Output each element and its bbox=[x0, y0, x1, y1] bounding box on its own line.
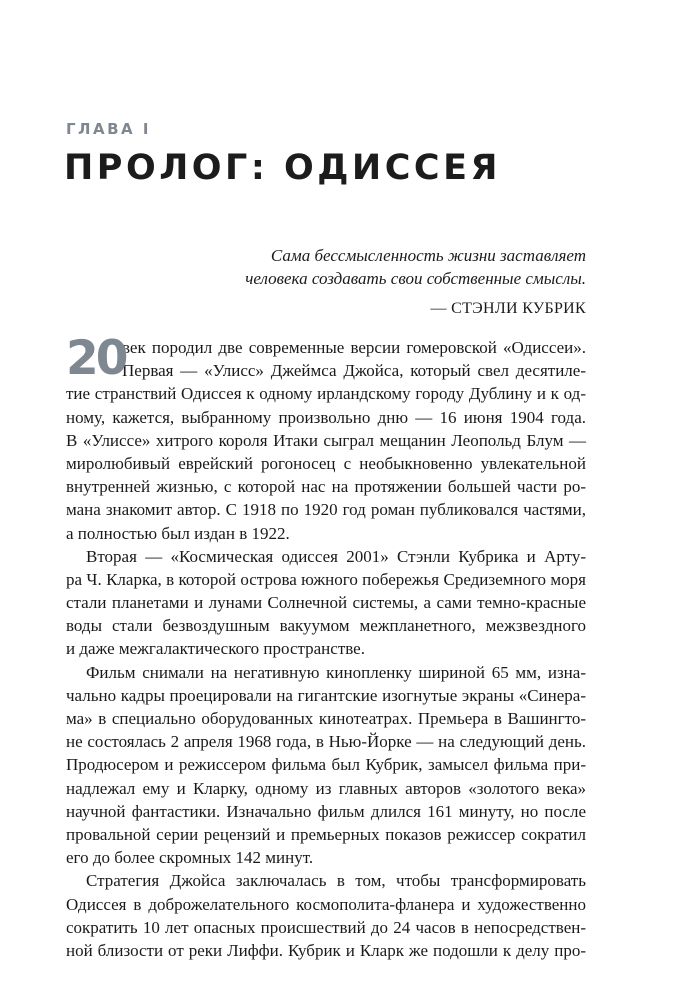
text-line: ной близости от реки Лиффи. Кубрик и Кларк же подошли к делу про- bbox=[66, 940, 586, 960]
text-line: ра Ч. Кларка, в которой острова южного побережья Средиземного моря bbox=[66, 569, 586, 589]
text-line: тие странствий Одиссея к одному ирландскому городу Дублину и к од- bbox=[66, 384, 586, 404]
text-line: воды стали безвоздушным вакуумом межпланетного, межзвездного bbox=[66, 616, 586, 636]
text-line: внутренней жизнью, с которой нас на протяжении большей части ро- bbox=[66, 477, 586, 497]
epigraph-line: человека создавать свои собственные смыслы. bbox=[245, 269, 586, 288]
text-line: надлежал ему и Кларку, одному из главных авторов «золотого века» bbox=[66, 778, 586, 798]
text-line: ма» в специально оборудованных кинотеатрах. Премьера в Вашингто- bbox=[66, 709, 586, 728]
text-line: мана знакомит автор. С 1918 по 1920 год роман публиковался частями, bbox=[66, 500, 586, 520]
text-line: Вторая — «Космическая одиссея 2001» Стэнли Кубрика и Арту- bbox=[86, 546, 586, 566]
text-line: ному, кажется, выбранному произвольно дню — 16 июня 1904 года. bbox=[66, 407, 586, 427]
text-line: научной фантастики. Изначально фильм длился 161 минуту, но после bbox=[66, 801, 586, 821]
epigraph bbox=[245, 244, 586, 320]
text-line: Одиссея в доброжелательного космополита-фланера и художественно bbox=[66, 894, 586, 914]
text-line: миролюбивый еврейский рогоносец с необыкновенно увлекательной bbox=[66, 453, 586, 473]
chapter-label: ГЛАВА I bbox=[66, 120, 151, 138]
text-line: Продюсером и режиссером фильма был Кубрик, замысел фильма при- bbox=[66, 755, 586, 775]
text-line: Стратегия Джойса заключалась в том, чтобы трансформировать bbox=[86, 871, 586, 891]
text-line: Первая — «Улисс» Джеймса Джойса, который свел десятиле- bbox=[122, 361, 586, 381]
chapter-title: ПРОЛОГ: ОДИССЕЯ bbox=[64, 148, 501, 188]
text-line: В «Улиссе» хитрого короля Итаки сыграл мещанин Леопольд Блум — bbox=[66, 430, 586, 450]
text-line: век породил две современные версии гомеровской «Одиссеи». bbox=[122, 338, 586, 357]
text-line: Фильм снимали на негативную кинопленку шириной 65 мм, изна- bbox=[86, 662, 586, 682]
text-line: его до более скромных 142 минут. bbox=[66, 848, 314, 868]
text-line: провальной серии рецензий и премьерных показов режиссер сократил bbox=[66, 824, 586, 844]
epigraph-line: Сама бессмысленность жизни заставляет bbox=[270, 246, 586, 265]
text-line: чально кадры проецировали на гигантские изогнутые экраны «Синера- bbox=[66, 685, 586, 705]
text-line: а полностью был издан в 1922. bbox=[66, 523, 290, 543]
text-line: стали планетами и лунами Солнечной системы, а сами темно-красные bbox=[66, 593, 586, 613]
text-line: сократить 10 лет опасных происшествий до 24 часов в непосредствен- bbox=[66, 917, 586, 937]
text-line: не состоялась 2 апреля 1968 года, в Нью-Йорке — на следующий день. bbox=[66, 732, 586, 752]
text-line: и даже межгалактического пространстве. bbox=[66, 639, 365, 659]
drop-cap: 20 bbox=[66, 331, 126, 386]
epigraph-author: — СТЭНЛИ КУБРИК bbox=[430, 300, 586, 317]
body-text bbox=[66, 331, 586, 962]
